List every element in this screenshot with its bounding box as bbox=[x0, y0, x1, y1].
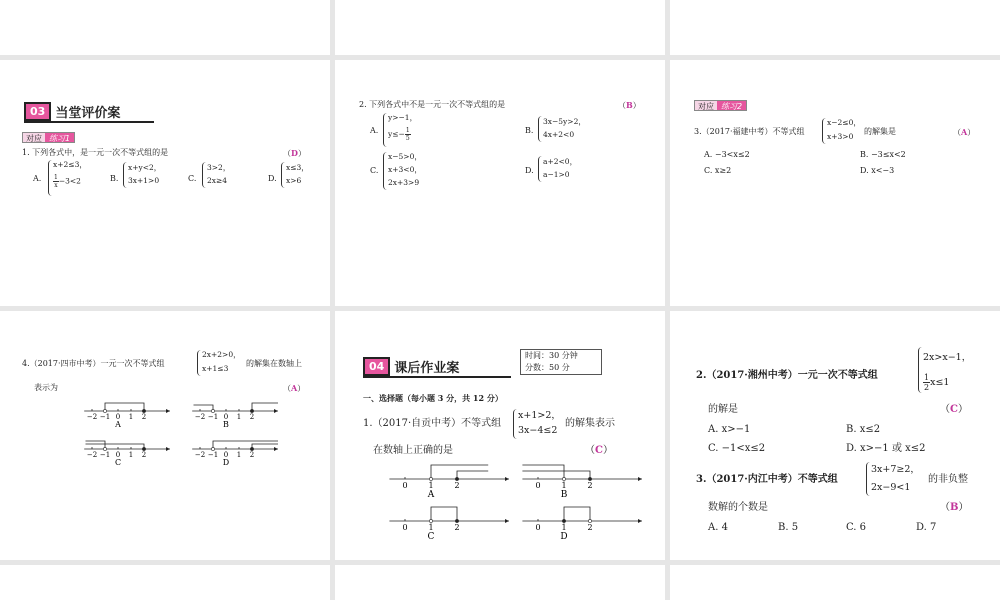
tick-label: −1 bbox=[207, 451, 219, 459]
brace bbox=[281, 162, 285, 188]
system-line: 3x−5y>2， bbox=[543, 117, 586, 126]
option-label: D. bbox=[525, 166, 534, 175]
tick-label: 2 bbox=[141, 413, 147, 421]
brace bbox=[383, 152, 387, 190]
slide-bottom-right[interactable] bbox=[670, 565, 1000, 600]
brace bbox=[383, 113, 387, 147]
system-line: x≤3， bbox=[286, 163, 309, 172]
question-stem-line2: 的解是 bbox=[708, 404, 738, 415]
answer: A bbox=[961, 127, 968, 137]
brace bbox=[48, 160, 52, 196]
option: C. x≥2 bbox=[704, 166, 732, 175]
option-label: C bbox=[427, 532, 435, 542]
tick-label: 0 bbox=[115, 413, 121, 421]
slide-bottom-left[interactable] bbox=[0, 565, 330, 600]
axis-arrow bbox=[638, 519, 642, 523]
question-stem-line2: 数解的个数是 bbox=[708, 502, 768, 513]
option-label: B. bbox=[525, 126, 534, 135]
tick-label: 0 bbox=[223, 451, 229, 459]
part-heading: 一、选择题（每小题 3 分，共 12 分） bbox=[363, 393, 503, 403]
time-score-box: 时间：30 分钟 分数：50 分 bbox=[520, 349, 602, 375]
solution-ray bbox=[86, 444, 145, 449]
tick-label: 1 bbox=[128, 413, 134, 421]
answer-paren: （D） bbox=[283, 148, 306, 158]
option-label: D bbox=[560, 532, 568, 542]
brace bbox=[918, 347, 922, 393]
endpoint bbox=[455, 477, 458, 480]
section-underline bbox=[24, 121, 154, 123]
endpoint bbox=[211, 447, 214, 450]
tick-label: 2 bbox=[249, 451, 255, 459]
question-stem: 3.（2017·福建中考）不等式组 bbox=[694, 127, 805, 136]
slide-top-right[interactable] bbox=[670, 0, 1000, 55]
slide-homework-q1[interactable] bbox=[335, 311, 665, 560]
system-line: $\frac{1}{2}$ x≤1 bbox=[924, 373, 950, 392]
option-label: B bbox=[223, 420, 229, 429]
option: C. −1<x≤2 bbox=[708, 443, 766, 454]
system-line: 2x+3>9 bbox=[388, 178, 420, 187]
brace bbox=[202, 162, 206, 188]
answer-paren: （B） bbox=[618, 100, 641, 110]
question-stem: 1. 下列各式中，是一元一次不等式组的是 bbox=[22, 148, 169, 157]
endpoint bbox=[562, 477, 565, 480]
solution-ray bbox=[522, 465, 564, 479]
tick-label: 1 bbox=[428, 481, 434, 490]
section-title bbox=[363, 357, 459, 375]
question-stem: 2. 下列各式中不是一元一次不等式组的是 bbox=[359, 100, 506, 109]
solution-ray bbox=[194, 405, 214, 411]
axis-arrow bbox=[505, 477, 509, 481]
tick-label: 0 bbox=[402, 481, 408, 490]
brace bbox=[866, 462, 870, 496]
answer: B bbox=[626, 100, 633, 110]
axis-arrow bbox=[166, 409, 170, 413]
option-label: D. bbox=[268, 174, 277, 183]
question-stem-tail: 的解集表示 bbox=[565, 418, 615, 429]
tick-label: 0 bbox=[535, 523, 541, 532]
question-stem: 4.（2017·四市中考）一元一次不等式组 bbox=[22, 359, 165, 368]
question-stem: 2.（2017·湘州中考）一元一次不等式组 bbox=[696, 370, 878, 381]
tick-label: 0 bbox=[402, 523, 408, 532]
option-label: A. bbox=[370, 126, 379, 135]
solution-ray bbox=[213, 441, 278, 449]
question-stem: 1.（2017·自贡中考）不等式组 bbox=[363, 418, 502, 429]
option: B. 5 bbox=[778, 522, 799, 533]
system-line: x+1≤3 bbox=[202, 364, 229, 373]
option: B. x≤2 bbox=[846, 424, 881, 435]
section-heading: 课后作业案 bbox=[394, 360, 460, 376]
slide-question-3[interactable] bbox=[670, 60, 1000, 306]
tick-label: 1 bbox=[561, 523, 567, 532]
slide-question-4[interactable] bbox=[0, 311, 330, 560]
question-stem-line2: 在数轴上正确的是 bbox=[373, 445, 453, 456]
question-stem-tail: 的解集是 bbox=[864, 127, 896, 136]
system-line: x−2≤0， bbox=[827, 118, 861, 127]
question-stem-tail: 的非负整 bbox=[928, 474, 968, 485]
slide-top-left[interactable] bbox=[0, 0, 330, 55]
slide-top-middle[interactable] bbox=[335, 0, 665, 55]
option-label: B. bbox=[110, 174, 119, 183]
option-label: B bbox=[560, 490, 568, 500]
tick-label: 2 bbox=[141, 451, 147, 459]
question-stem-line2: 表示为 bbox=[34, 383, 58, 392]
option-label: C. bbox=[188, 174, 197, 183]
option: A. x>−1 bbox=[708, 424, 751, 435]
endpoint bbox=[562, 519, 565, 522]
section-title bbox=[24, 102, 120, 120]
tick-label: 0 bbox=[223, 413, 229, 421]
tick-label: −1 bbox=[99, 413, 111, 421]
answer: C bbox=[595, 445, 603, 456]
endpoint bbox=[588, 519, 591, 522]
endpoint bbox=[103, 447, 106, 450]
solution-ray bbox=[457, 471, 488, 479]
tick-label: 1 bbox=[428, 523, 434, 532]
option-label: A. bbox=[33, 174, 42, 183]
endpoint bbox=[588, 477, 591, 480]
section-number: 03 bbox=[24, 102, 51, 121]
endpoint bbox=[429, 519, 432, 522]
tick-label: 0 bbox=[535, 481, 541, 490]
section-underline bbox=[363, 376, 511, 378]
system-line: a−1>0 bbox=[543, 170, 570, 179]
endpoint bbox=[142, 447, 145, 450]
tick-label: 1 bbox=[236, 413, 242, 421]
option-label: A bbox=[427, 490, 435, 500]
endpoint bbox=[455, 519, 458, 522]
option: C. 6 bbox=[846, 522, 867, 533]
axis-arrow bbox=[638, 477, 642, 481]
answer: C bbox=[950, 404, 958, 415]
system-line: 3x+7≥2， bbox=[871, 464, 920, 475]
system-line: 2x>x−1， bbox=[923, 352, 972, 363]
endpoint bbox=[211, 409, 214, 412]
system-line: x+1>2， bbox=[518, 410, 561, 421]
system-line: 3>2， bbox=[207, 163, 231, 172]
section-number: 04 bbox=[363, 357, 390, 376]
endpoint bbox=[103, 409, 106, 412]
axis-arrow bbox=[274, 447, 278, 451]
slide-evaluation-q1[interactable] bbox=[0, 60, 330, 306]
system-line: 2x+2>0， bbox=[202, 350, 241, 359]
tick-label: −1 bbox=[207, 413, 219, 421]
answer: B bbox=[950, 502, 959, 513]
answer-paren: （C） bbox=[940, 404, 968, 415]
system-line: y>−1， bbox=[388, 113, 418, 122]
answer: A bbox=[291, 383, 298, 393]
axis-arrow bbox=[274, 409, 278, 413]
exercise-badge: 对应 练习2 bbox=[694, 100, 747, 111]
system-line: $\frac{1}{x}$ −3<2 bbox=[54, 174, 81, 189]
question-stem: 3.（2017·内江中考）不等式组 bbox=[696, 474, 838, 485]
brace bbox=[513, 409, 517, 439]
tick-label: −2 bbox=[86, 413, 98, 421]
solution-ray bbox=[431, 507, 457, 521]
endpoint bbox=[429, 477, 432, 480]
number-line-options bbox=[335, 459, 665, 559]
tick-label: −1 bbox=[99, 451, 111, 459]
brace bbox=[197, 350, 201, 376]
system-line: x−5>0， bbox=[388, 152, 422, 161]
system-line: 2x−9<1 bbox=[871, 482, 911, 493]
tick-label: 1 bbox=[561, 481, 567, 490]
answer-paren: （A） bbox=[953, 127, 976, 137]
solution-ray bbox=[86, 441, 106, 449]
endpoint bbox=[142, 409, 145, 412]
tick-label: 2 bbox=[587, 523, 593, 532]
option: D. x<−3 bbox=[860, 166, 895, 175]
question-stem-tail: 的解集在数轴上 bbox=[246, 359, 302, 368]
system-line: x+3>0 bbox=[827, 132, 854, 141]
option-label: A bbox=[115, 420, 121, 429]
endpoint bbox=[250, 409, 253, 412]
system-line: y≤− $\frac{1}{5}$ bbox=[388, 127, 410, 142]
system-line: 4x+2<0 bbox=[543, 130, 575, 139]
system-line: x+y<2， bbox=[128, 163, 162, 172]
option: A. 4 bbox=[708, 522, 728, 533]
slide-question-2[interactable] bbox=[335, 60, 665, 306]
answer-paren: （B） bbox=[940, 502, 969, 513]
tick-label: 2 bbox=[587, 481, 593, 490]
system-line: 3x−4≤2 bbox=[518, 425, 558, 436]
system-line: x+2≤3， bbox=[53, 160, 87, 169]
slide-homework-q2-q3[interactable] bbox=[670, 311, 1000, 560]
option: A. −3<x≤2 bbox=[704, 150, 750, 159]
brace bbox=[123, 162, 127, 188]
tick-label: 0 bbox=[115, 451, 121, 459]
system-line: 3x+1>0 bbox=[128, 176, 160, 185]
system-line: x>6 bbox=[286, 176, 302, 185]
answer: D bbox=[291, 148, 298, 158]
system-line: x+3<0， bbox=[388, 165, 422, 174]
option-label: D bbox=[222, 458, 230, 467]
solution-ray bbox=[522, 471, 590, 479]
section-heading: 当堂评价案 bbox=[55, 105, 121, 121]
brace bbox=[538, 156, 542, 182]
tick-label: 1 bbox=[236, 451, 242, 459]
endpoint bbox=[250, 447, 253, 450]
tick-label: −2 bbox=[194, 413, 206, 421]
brace bbox=[538, 116, 542, 142]
tick-label: −2 bbox=[194, 451, 206, 459]
solution-ray bbox=[564, 507, 590, 521]
exercise-badge: 对应 练习1 bbox=[22, 132, 75, 143]
option: D. 7 bbox=[916, 522, 937, 533]
answer-paren: （C） bbox=[585, 445, 613, 456]
axis-arrow bbox=[505, 519, 509, 523]
slide-bottom-middle[interactable] bbox=[335, 565, 665, 600]
option-label: C. bbox=[370, 166, 379, 175]
tick-label: 2 bbox=[454, 523, 460, 532]
solution-ray bbox=[431, 465, 488, 479]
system-line: 2x≥4 bbox=[207, 176, 228, 185]
brace bbox=[822, 118, 826, 144]
tick-label: −2 bbox=[86, 451, 98, 459]
option: D. x>−1 或 x≤2 bbox=[846, 443, 926, 454]
answer-paren: （A） bbox=[283, 383, 306, 393]
axis-arrow bbox=[166, 447, 170, 451]
tick-label: 2 bbox=[249, 413, 255, 421]
tick-label: 1 bbox=[128, 451, 134, 459]
system-line: a+2<0， bbox=[543, 157, 578, 166]
tick-label: 2 bbox=[454, 481, 460, 490]
solution-ray bbox=[105, 403, 144, 411]
option: B. −3≤x<2 bbox=[860, 150, 906, 159]
number-line-options bbox=[0, 391, 330, 551]
option-label: C bbox=[114, 458, 122, 467]
